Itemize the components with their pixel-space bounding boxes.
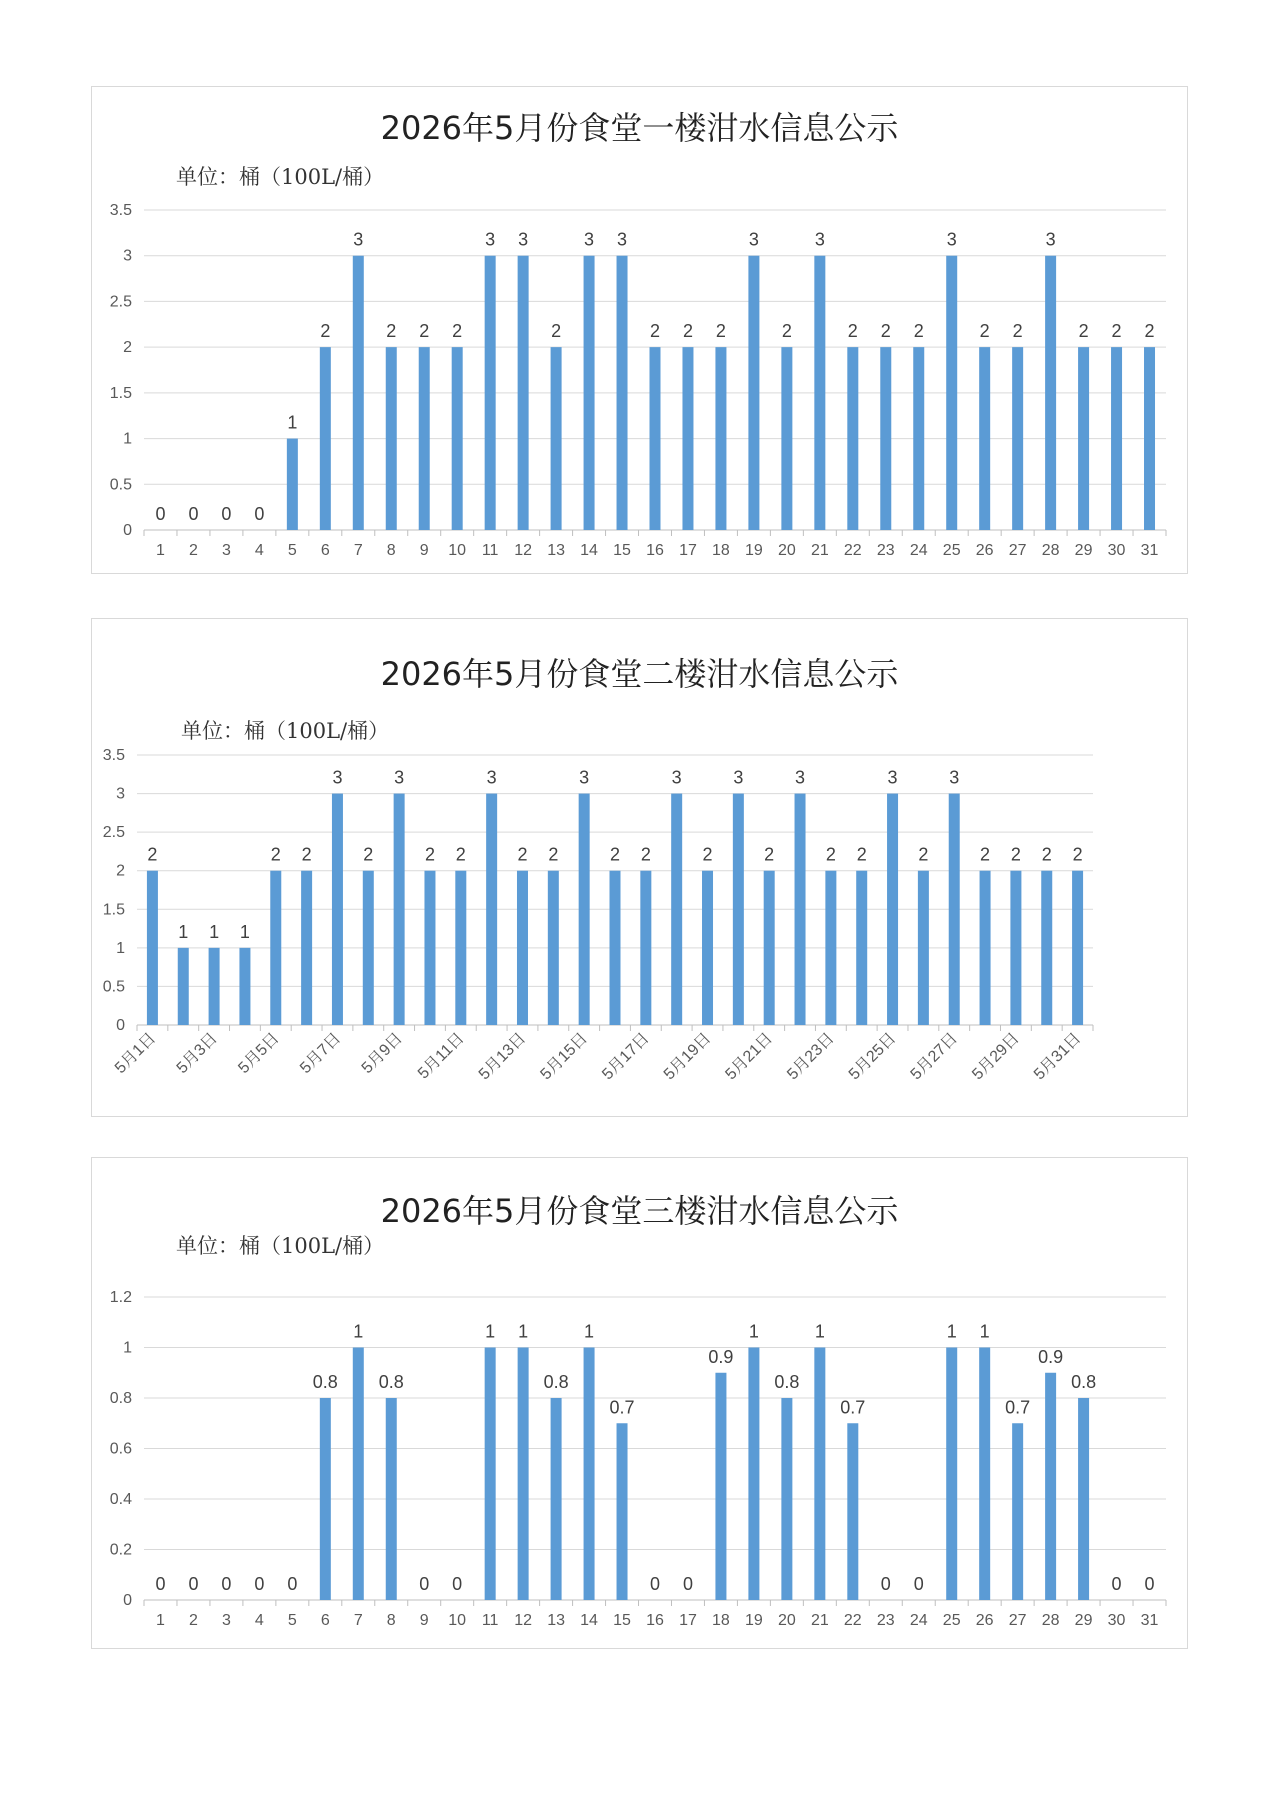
bar bbox=[424, 871, 435, 1025]
y-tick-label: 1.5 bbox=[109, 384, 132, 402]
x-tick-label: 18 bbox=[712, 1612, 730, 1629]
x-tick-label: 29 bbox=[1074, 542, 1093, 559]
chart-title: 2026年5月份食堂三楼泔水信息公示 bbox=[380, 1192, 899, 1230]
x-tick-label: 13 bbox=[547, 1612, 565, 1629]
data-label: 3 bbox=[946, 229, 957, 250]
data-label: 2 bbox=[856, 844, 867, 865]
data-label: 2 bbox=[913, 321, 924, 342]
bar bbox=[178, 948, 189, 1025]
data-label: 3 bbox=[1045, 229, 1056, 250]
y-tick-label: 2 bbox=[116, 862, 125, 880]
bar bbox=[748, 1348, 759, 1601]
bar bbox=[485, 1348, 496, 1601]
data-label: 2 bbox=[880, 321, 891, 342]
x-tick-label: 26 bbox=[975, 542, 994, 559]
x-tick-label: 7 bbox=[353, 542, 363, 559]
data-label: 0 bbox=[254, 1574, 265, 1594]
x-tick-label: 5月11日 bbox=[414, 1029, 468, 1083]
bar bbox=[551, 1398, 562, 1600]
data-label: 3 bbox=[887, 767, 898, 788]
x-tick-label: 17 bbox=[679, 1612, 697, 1629]
data-label: 2 bbox=[979, 321, 990, 342]
x-tick-label: 13 bbox=[547, 542, 565, 559]
bar bbox=[715, 347, 726, 530]
data-label: 0 bbox=[155, 1574, 166, 1594]
bar bbox=[913, 347, 924, 530]
data-label: 2 bbox=[301, 844, 312, 865]
bar bbox=[1045, 256, 1056, 530]
bar bbox=[682, 347, 693, 530]
data-label: 2 bbox=[649, 321, 661, 342]
x-tick-label: 9 bbox=[419, 1612, 429, 1629]
data-label: 0.9 bbox=[708, 1346, 734, 1367]
y-tick-label: 3 bbox=[123, 247, 132, 265]
x-tick-label: 6 bbox=[320, 542, 330, 559]
x-tick-label: 31 bbox=[1140, 1612, 1159, 1629]
bar bbox=[386, 1398, 397, 1600]
x-tick-label: 5 bbox=[287, 1612, 297, 1629]
bar bbox=[353, 1348, 364, 1601]
x-tick-label: 2 bbox=[188, 542, 198, 559]
data-label: 2 bbox=[517, 844, 528, 865]
data-label: 0.7 bbox=[1005, 1397, 1031, 1418]
data-label: 0.7 bbox=[609, 1397, 635, 1418]
data-label: 2 bbox=[1144, 321, 1155, 342]
bar bbox=[1045, 1373, 1056, 1600]
data-label: 1 bbox=[748, 1321, 759, 1342]
data-label: 3 bbox=[671, 767, 682, 788]
bar bbox=[1041, 871, 1052, 1025]
data-label: 3 bbox=[814, 229, 825, 250]
bar bbox=[887, 794, 898, 1025]
bar bbox=[518, 256, 529, 530]
unit-note: 单位：桶（100L/桶） bbox=[176, 1234, 385, 1258]
x-tick-label: 8 bbox=[386, 1612, 396, 1629]
chart-panel-floor3 bbox=[91, 1157, 1188, 1649]
x-tick-label: 23 bbox=[876, 1612, 895, 1629]
bar bbox=[486, 794, 497, 1025]
data-label: 3 bbox=[486, 767, 497, 788]
data-label: 2 bbox=[640, 844, 651, 865]
data-label: 0.8 bbox=[312, 1372, 338, 1392]
bar bbox=[332, 794, 343, 1025]
x-tick-label: 21 bbox=[810, 1612, 829, 1629]
x-tick-label: 25 bbox=[942, 542, 961, 559]
bar bbox=[733, 794, 744, 1025]
x-tick-label: 15 bbox=[613, 1612, 631, 1629]
y-tick-label: 1 bbox=[123, 1339, 132, 1357]
x-tick-label: 1 bbox=[156, 542, 165, 559]
data-label: 2 bbox=[1111, 321, 1122, 342]
y-tick-label: 0 bbox=[116, 1017, 125, 1034]
x-tick-label: 27 bbox=[1008, 1612, 1027, 1629]
bar bbox=[1072, 871, 1083, 1025]
x-tick-label: 5月7日 bbox=[297, 1029, 345, 1078]
x-tick-label: 29 bbox=[1074, 1612, 1093, 1629]
x-tick-label: 8 bbox=[386, 542, 396, 559]
y-tick-label: 0.2 bbox=[109, 1541, 132, 1559]
data-label: 0 bbox=[254, 504, 265, 524]
bar bbox=[353, 256, 364, 530]
unit-note: 单位：桶（100L/桶） bbox=[181, 719, 390, 743]
x-tick-label: 5月17日 bbox=[599, 1029, 653, 1084]
x-tick-label: 3 bbox=[221, 1612, 231, 1629]
data-label: 0 bbox=[913, 1574, 924, 1594]
data-label: 0.8 bbox=[1071, 1372, 1097, 1392]
data-label: 3 bbox=[748, 229, 759, 250]
data-label: 0 bbox=[287, 1574, 298, 1594]
y-tick-label: 3 bbox=[116, 785, 125, 803]
x-tick-label: 10 bbox=[448, 1612, 467, 1629]
data-label: 1 bbox=[946, 1321, 957, 1342]
x-tick-label: 18 bbox=[712, 542, 730, 559]
y-tick-label: 2.5 bbox=[109, 293, 132, 311]
data-label: 2 bbox=[825, 844, 836, 865]
data-label: 0 bbox=[452, 1574, 463, 1594]
data-label: 3 bbox=[584, 229, 595, 250]
x-tick-label: 7 bbox=[353, 1612, 363, 1629]
data-label: 0 bbox=[188, 504, 199, 524]
bar bbox=[825, 871, 836, 1025]
x-tick-label: 30 bbox=[1107, 1612, 1126, 1629]
y-tick-label: 1 bbox=[123, 430, 132, 448]
data-label: 2 bbox=[764, 844, 775, 865]
x-tick-label: 28 bbox=[1041, 542, 1060, 559]
x-tick-label: 5月15日 bbox=[537, 1029, 591, 1084]
x-tick-label: 5月3日 bbox=[173, 1029, 221, 1078]
chart-title: 2026年5月份食堂二楼泔水信息公示 bbox=[380, 655, 899, 693]
bar bbox=[270, 871, 281, 1025]
x-tick-label: 5月25日 bbox=[845, 1029, 900, 1084]
bar bbox=[856, 871, 867, 1025]
unit-note: 单位：桶（100L/桶） bbox=[176, 165, 385, 189]
data-label: 0 bbox=[419, 1574, 430, 1594]
data-label: 2 bbox=[419, 321, 430, 342]
data-label: 3 bbox=[394, 767, 405, 788]
data-label: 3 bbox=[579, 767, 590, 788]
bar bbox=[814, 256, 825, 530]
data-label: 2 bbox=[682, 321, 693, 342]
data-label: 3 bbox=[485, 229, 496, 250]
bar bbox=[980, 871, 991, 1025]
y-tick-label: 0.5 bbox=[109, 476, 132, 494]
bar-chart-floor1 bbox=[92, 87, 1189, 575]
data-label: 0.8 bbox=[543, 1372, 569, 1392]
chart-panel-floor1 bbox=[91, 86, 1188, 574]
bar bbox=[452, 347, 463, 530]
data-label: 1 bbox=[239, 921, 250, 942]
data-label: 3 bbox=[332, 767, 343, 788]
x-tick-label: 12 bbox=[514, 1612, 533, 1629]
bar bbox=[781, 347, 792, 530]
bar bbox=[518, 1348, 529, 1601]
bar bbox=[419, 347, 430, 530]
bar bbox=[386, 347, 397, 530]
bar bbox=[394, 794, 405, 1025]
x-tick-label: 19 bbox=[745, 542, 763, 559]
x-tick-label: 9 bbox=[419, 542, 429, 559]
x-tick-label: 5月5日 bbox=[235, 1029, 283, 1078]
bar bbox=[650, 347, 661, 530]
x-tick-label: 20 bbox=[777, 542, 796, 559]
x-tick-label: 11 bbox=[481, 1612, 499, 1629]
bar bbox=[1012, 347, 1023, 530]
data-label: 2 bbox=[1072, 844, 1083, 865]
bar bbox=[847, 347, 858, 530]
y-tick-label: 0 bbox=[123, 522, 132, 539]
bar bbox=[617, 256, 628, 530]
bar bbox=[979, 347, 990, 530]
x-tick-label: 17 bbox=[679, 542, 697, 559]
bar bbox=[548, 871, 559, 1025]
x-tick-label: 15 bbox=[613, 542, 631, 559]
x-tick-label: 5月19日 bbox=[660, 1029, 715, 1084]
x-tick-label: 24 bbox=[909, 542, 928, 559]
bar bbox=[979, 1348, 990, 1601]
data-label: 3 bbox=[617, 229, 628, 250]
bar bbox=[795, 794, 806, 1025]
bar bbox=[455, 871, 466, 1025]
data-label: 1 bbox=[584, 1321, 595, 1342]
bar bbox=[320, 347, 331, 530]
data-label: 0 bbox=[221, 504, 232, 524]
bar bbox=[584, 1348, 595, 1601]
data-label: 1 bbox=[979, 1321, 990, 1342]
data-label: 1 bbox=[814, 1321, 825, 1342]
x-tick-label: 5 bbox=[287, 542, 297, 559]
bar bbox=[287, 439, 298, 530]
y-tick-label: 1.5 bbox=[102, 901, 125, 919]
x-tick-label: 2 bbox=[188, 1612, 198, 1629]
data-label: 2 bbox=[386, 321, 397, 342]
y-tick-label: 3.5 bbox=[102, 747, 125, 764]
y-tick-label: 0 bbox=[123, 1592, 132, 1609]
data-label: 2 bbox=[1041, 844, 1052, 865]
data-label: 2 bbox=[147, 844, 158, 865]
data-label: 3 bbox=[949, 767, 960, 788]
bar bbox=[363, 871, 374, 1025]
x-tick-label: 5月13日 bbox=[475, 1029, 530, 1084]
x-tick-label: 5月29日 bbox=[969, 1029, 1023, 1084]
data-label: 2 bbox=[551, 321, 562, 342]
x-tick-label: 5月27日 bbox=[907, 1029, 962, 1084]
bar bbox=[949, 794, 960, 1025]
bar bbox=[702, 871, 713, 1025]
data-label: 3 bbox=[795, 767, 806, 788]
data-label: 0.8 bbox=[378, 1372, 404, 1392]
bar bbox=[946, 256, 957, 530]
bar bbox=[610, 871, 621, 1025]
data-label: 0 bbox=[1144, 1574, 1155, 1594]
bar bbox=[946, 1348, 957, 1601]
bar bbox=[1144, 347, 1155, 530]
x-tick-label: 26 bbox=[975, 1612, 994, 1629]
x-tick-label: 3 bbox=[221, 542, 231, 559]
data-label: 0 bbox=[155, 504, 166, 524]
x-tick-label: 12 bbox=[514, 542, 533, 559]
bar bbox=[301, 871, 312, 1025]
x-tick-label: 22 bbox=[843, 542, 862, 559]
x-tick-label: 30 bbox=[1107, 542, 1126, 559]
data-label: 0 bbox=[649, 1574, 661, 1594]
x-tick-label: 25 bbox=[942, 1612, 961, 1629]
bar bbox=[1010, 871, 1021, 1025]
bar bbox=[320, 1398, 331, 1600]
x-tick-label: 5月31日 bbox=[1030, 1029, 1085, 1084]
data-label: 2 bbox=[609, 844, 621, 865]
data-label: 2 bbox=[1010, 844, 1021, 865]
data-label: 1 bbox=[485, 1321, 496, 1342]
x-tick-label: 27 bbox=[1008, 542, 1027, 559]
data-label: 0 bbox=[880, 1574, 891, 1594]
data-label: 1 bbox=[518, 1321, 529, 1342]
bar bbox=[748, 256, 759, 530]
x-tick-label: 19 bbox=[745, 1612, 763, 1629]
data-label: 3 bbox=[518, 229, 529, 250]
data-label: 2 bbox=[363, 844, 374, 865]
data-label: 0.9 bbox=[1038, 1346, 1064, 1367]
bar bbox=[764, 871, 775, 1025]
y-tick-label: 0.5 bbox=[102, 978, 125, 996]
x-tick-label: 5月23日 bbox=[784, 1029, 838, 1084]
x-tick-label: 5月9日 bbox=[358, 1029, 406, 1078]
data-label: 0 bbox=[188, 1574, 199, 1594]
x-tick-label: 10 bbox=[448, 542, 467, 559]
x-tick-label: 11 bbox=[481, 542, 499, 559]
x-tick-label: 23 bbox=[876, 542, 895, 559]
data-label: 2 bbox=[781, 321, 792, 342]
bar bbox=[517, 871, 528, 1025]
data-label: 0.8 bbox=[774, 1372, 800, 1392]
x-tick-label: 4 bbox=[254, 542, 264, 559]
bar-chart-floor2 bbox=[92, 619, 1189, 1118]
data-label: 2 bbox=[847, 321, 858, 342]
bar bbox=[880, 347, 891, 530]
data-label: 0 bbox=[221, 1574, 232, 1594]
bar bbox=[1078, 1398, 1089, 1600]
data-label: 1 bbox=[178, 921, 189, 942]
y-tick-label: 3.5 bbox=[109, 202, 132, 219]
y-tick-label: 0.4 bbox=[109, 1491, 132, 1508]
x-tick-label: 5月21日 bbox=[722, 1029, 777, 1084]
y-tick-label: 2 bbox=[123, 339, 132, 357]
data-label: 2 bbox=[1012, 321, 1023, 342]
bar bbox=[617, 1423, 628, 1600]
bar bbox=[485, 256, 496, 530]
x-tick-label: 4 bbox=[254, 1612, 264, 1629]
x-tick-label: 14 bbox=[580, 1612, 598, 1629]
y-tick-label: 0.6 bbox=[109, 1440, 132, 1458]
bar bbox=[847, 1423, 858, 1600]
x-tick-label: 1 bbox=[156, 1612, 165, 1629]
bar bbox=[1111, 347, 1122, 530]
x-tick-label: 20 bbox=[777, 1612, 796, 1629]
x-tick-label: 31 bbox=[1140, 542, 1159, 559]
bar bbox=[579, 794, 590, 1025]
data-label: 1 bbox=[209, 921, 220, 942]
data-label: 3 bbox=[353, 229, 364, 250]
data-label: 1 bbox=[353, 1321, 364, 1342]
y-tick-label: 1.2 bbox=[109, 1289, 132, 1306]
data-label: 2 bbox=[452, 321, 463, 342]
bar bbox=[814, 1348, 825, 1601]
x-tick-label: 6 bbox=[320, 1612, 330, 1629]
x-tick-label: 24 bbox=[909, 1612, 928, 1629]
bar bbox=[209, 948, 220, 1025]
data-label: 2 bbox=[980, 844, 991, 865]
bar bbox=[640, 871, 651, 1025]
chart-title: 2026年5月份食堂一楼泔水信息公示 bbox=[380, 109, 899, 147]
bar bbox=[918, 871, 929, 1025]
data-label: 2 bbox=[320, 321, 331, 342]
data-label: 2 bbox=[270, 844, 281, 865]
bar bbox=[239, 948, 250, 1025]
x-tick-label: 22 bbox=[843, 1612, 862, 1629]
data-label: 2 bbox=[424, 844, 435, 865]
x-tick-label: 16 bbox=[646, 1612, 664, 1629]
bar bbox=[147, 871, 158, 1025]
data-label: 2 bbox=[715, 321, 726, 342]
chart-panel-floor2 bbox=[91, 618, 1188, 1117]
x-tick-label: 16 bbox=[646, 542, 664, 559]
data-label: 2 bbox=[918, 844, 929, 865]
bar bbox=[1012, 1423, 1023, 1600]
bar-chart-floor3 bbox=[92, 1158, 1189, 1650]
y-tick-label: 0.8 bbox=[109, 1390, 132, 1407]
x-tick-label: 14 bbox=[580, 542, 598, 559]
x-tick-label: 5月1日 bbox=[112, 1029, 160, 1078]
data-label: 0 bbox=[1111, 1574, 1122, 1594]
bar bbox=[1078, 347, 1089, 530]
data-label: 0.7 bbox=[840, 1397, 866, 1418]
data-label: 2 bbox=[1078, 321, 1089, 342]
data-label: 2 bbox=[455, 844, 466, 865]
bar bbox=[671, 794, 682, 1025]
x-tick-label: 21 bbox=[810, 542, 829, 559]
bar bbox=[781, 1398, 792, 1600]
bar bbox=[551, 347, 562, 530]
y-tick-label: 1 bbox=[116, 939, 125, 957]
data-label: 0 bbox=[682, 1574, 693, 1594]
bar bbox=[715, 1373, 726, 1600]
x-tick-label: 28 bbox=[1041, 1612, 1060, 1629]
bar bbox=[584, 256, 595, 530]
data-label: 2 bbox=[548, 844, 559, 865]
data-label: 1 bbox=[287, 412, 298, 433]
y-tick-label: 2.5 bbox=[102, 824, 125, 842]
data-label: 3 bbox=[733, 767, 744, 788]
data-label: 2 bbox=[702, 844, 713, 865]
